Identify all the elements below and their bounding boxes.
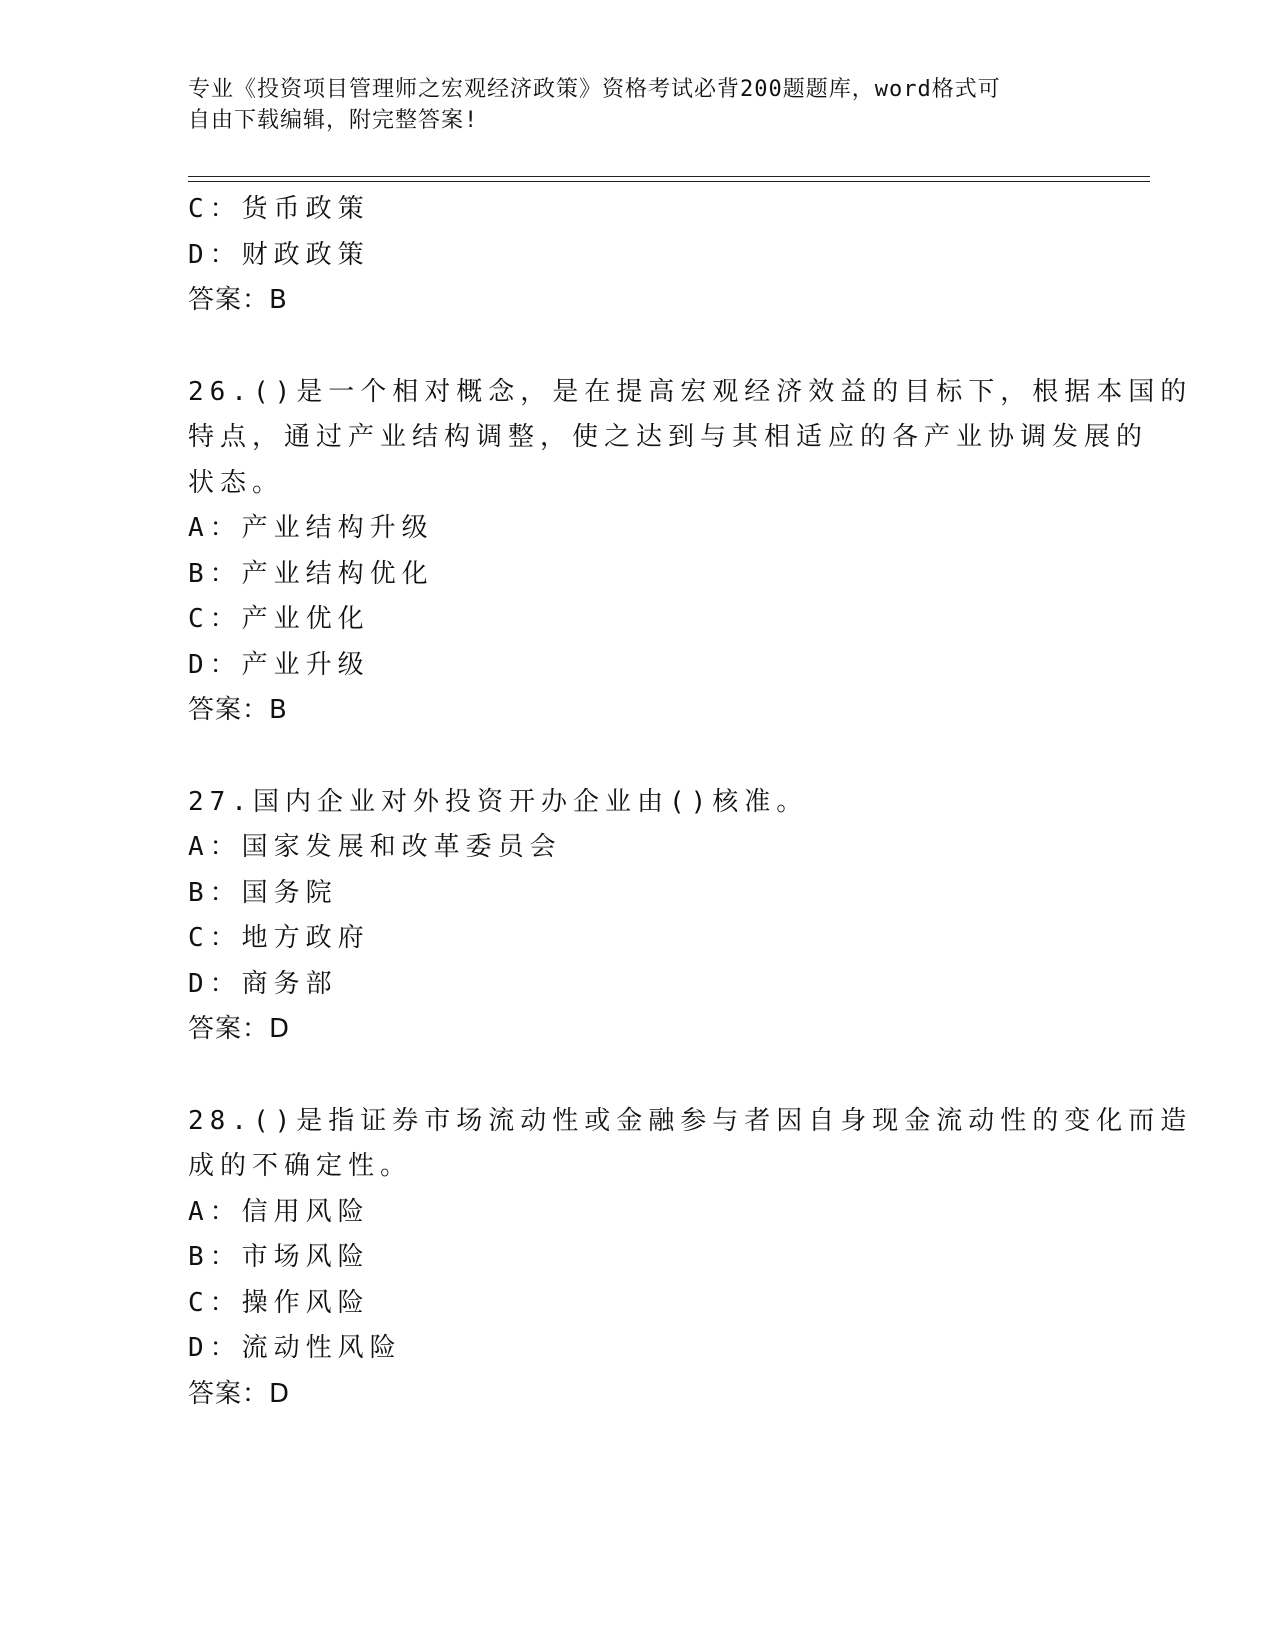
answer-line: 答案：D: [188, 1378, 291, 1409]
answer-line: 答案：B: [188, 285, 288, 315]
question-26: [188, 370, 1193, 734]
question-27: [188, 780, 1088, 1053]
answer-line: 答案：D: [188, 1014, 291, 1044]
option-a: A：产业结构升级: [188, 513, 434, 543]
option-d: D：产业升级: [188, 649, 370, 680]
header-line-1: 专业《投资项目管理师之宏观经济政策》资格考试必背200题题库，word格式可: [188, 77, 1001, 102]
option-c: C：操作风险: [188, 1287, 370, 1318]
option-c: C：产业优化: [188, 604, 370, 634]
header-divider-bottom: [188, 181, 1150, 182]
prev-question-tail: [188, 187, 1088, 324]
option-a: A：信用风险: [188, 1196, 370, 1227]
header-line-2: 自由下载编辑，附完整答案!: [188, 108, 479, 133]
question-list: [188, 187, 1193, 1417]
option-d: D：商务部: [188, 968, 338, 999]
question-28: [188, 1099, 1193, 1418]
question-stem-line: 状态。: [188, 467, 285, 498]
option-d: D：流动性风险: [188, 1333, 402, 1363]
option-b: B：市场风险: [188, 1242, 370, 1272]
question-stem-line: 特点，通过产业结构调整，使之达到与其相适应的各产业协调发展的: [188, 422, 1149, 452]
option-c: C：地方政府: [188, 923, 370, 953]
header-divider-top: [188, 176, 1150, 177]
option-b: B：产业结构优化: [188, 558, 434, 589]
option-b: B：国务院: [188, 877, 338, 908]
question-stem-line: 28.()是指证券市场流动性或金融参与者因自身现金流动性的变化而造: [188, 1105, 1193, 1136]
question-stem-line: 26.()是一个相对概念，是在提高宏观经济效益的目标下，根据本国的: [188, 376, 1193, 407]
option-c: C：货币政策: [188, 194, 370, 224]
answer-line: 答案：B: [188, 695, 288, 725]
question-stem-line: 成的不确定性。: [188, 1151, 413, 1181]
option-a: A：国家发展和改革委员会: [188, 832, 562, 862]
question-stem-line: 27.国内企业对外投资开办企业由()核准。: [188, 786, 809, 817]
document-header: [188, 74, 1088, 136]
option-d: D：财政政策: [188, 239, 370, 270]
